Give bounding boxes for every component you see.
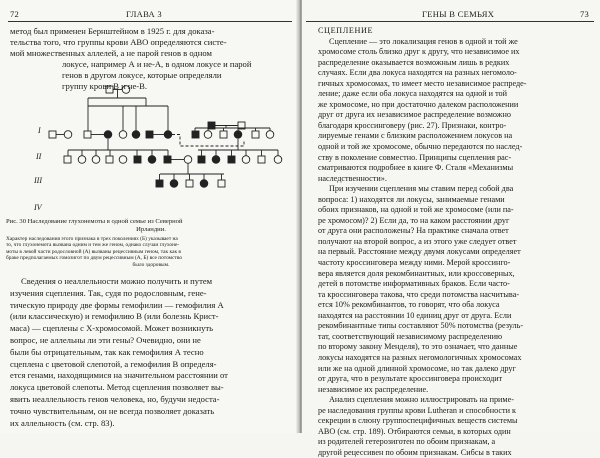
text-line: (или классическую) и гемофилию В (или болезнь Крист- bbox=[10, 311, 219, 322]
pedigree-male bbox=[218, 180, 225, 187]
text-line: же хромосоме, но при достаточно далеком расположении bbox=[318, 99, 519, 109]
text-line: хромосоме столь близко друг к другу, что независимое их bbox=[318, 47, 520, 57]
text-line: ре хромосом)? 2) Если да, то на каком расстоянии друг bbox=[318, 215, 510, 225]
pedigree-male bbox=[258, 156, 265, 163]
text-line: вера является доля рекомбинантных, или кроссоверных, bbox=[318, 268, 515, 278]
text-line: или же на одной длинной хромосоме, но так далеко друг bbox=[318, 363, 516, 373]
text-line: При изучении сцепления мы ставим перед собой два bbox=[329, 184, 514, 194]
section-title: СЦЕПЛЕНИЕ bbox=[318, 26, 374, 35]
caption-line: Ирландии. bbox=[136, 226, 166, 234]
generation-label-iii: III bbox=[34, 176, 42, 185]
text-line: сматриваются подробнее в книге Ф. Сталя «Механизмы bbox=[318, 163, 514, 173]
text-line: друг от друга их независимое распределение возможно bbox=[318, 110, 511, 120]
text-line: локусе, например А и не-А, в одном локусе и парой bbox=[62, 59, 252, 70]
text-line: точно чувствительным, он не всегда позволяет доказать bbox=[10, 405, 215, 416]
text-line: ству в поколение совместно. Принципы сцепления рас- bbox=[318, 152, 512, 162]
text-line: детей в потомстве информативных браков. Если часто- bbox=[318, 279, 510, 289]
text-line: та кроссинговера такова, что среди потомства насчитыва- bbox=[318, 289, 520, 299]
pedigree-female bbox=[184, 156, 192, 164]
pedigree-female bbox=[204, 131, 212, 139]
text-line: группу крови В и не-В. bbox=[62, 81, 148, 92]
pedigree-affected-male bbox=[228, 156, 235, 163]
pedigree-affected-female bbox=[148, 156, 156, 164]
pedigree-affected-female bbox=[104, 131, 112, 139]
text-line: ре наследования группы крови Lutheran и способности к bbox=[318, 405, 517, 415]
note-line: было здоровым. bbox=[132, 261, 170, 268]
pedigree-male bbox=[220, 131, 227, 138]
left-running-head: ГЛАВА 3 bbox=[126, 9, 162, 19]
left-bottom-text bbox=[10, 276, 294, 429]
text-line: изучения сцепления. Так, судя по родословным, гене- bbox=[10, 287, 207, 298]
text-line: вопроса: 1) находятся ли локусы, занимаемые генами bbox=[318, 194, 505, 204]
text-line: находятся на расстоянии 10 единиц друг от друга. Если bbox=[318, 310, 512, 320]
text-line: АВО (см. стр. 189). Отбираются семьи, в которых один bbox=[318, 426, 511, 436]
caption-line: Рис. 30 Наследование глухонемоты в одной семье из Северной bbox=[6, 218, 183, 225]
text-line: получают на второй вопрос, а из этого уже следует ответ bbox=[318, 236, 517, 246]
pedigree-affected-male bbox=[156, 180, 163, 187]
text-line: от друга, что в результате кроссинговера происходит bbox=[318, 374, 503, 384]
right-text bbox=[318, 26, 596, 458]
left-header-rule bbox=[8, 21, 292, 22]
pedigree-female bbox=[119, 131, 127, 139]
text-line: их аллельность (см. стр. 83). bbox=[10, 417, 115, 428]
pedigree-female bbox=[266, 131, 274, 139]
text-line: вопрос, не аллельны ли эти гены? Очевидно, они не bbox=[10, 334, 201, 345]
pedigree-affected-male bbox=[192, 131, 199, 138]
text-line: Анализ сцепления можно иллюстрировать на приме- bbox=[329, 395, 514, 405]
text-line: случаях. Если два локуса находятся на разных негомоло- bbox=[318, 68, 517, 78]
text-line: обоих признаков, на одной и той же хромосоме (или па- bbox=[318, 205, 514, 215]
note-line: Характер наследования этого признака в трех поколениях (Б) указывает на bbox=[6, 236, 178, 242]
pedigree-female bbox=[242, 156, 250, 164]
pedigree-male bbox=[186, 180, 193, 187]
text-line: одной и той же хромосоме, обычно передаются по наслед- bbox=[318, 142, 523, 152]
figure-caption bbox=[6, 218, 296, 234]
pedigree-male bbox=[64, 156, 71, 163]
figure-note bbox=[6, 236, 296, 268]
pedigree-affected-female bbox=[212, 156, 220, 164]
text-line: ется генами, находящимися на значительном расстоянии от bbox=[10, 370, 228, 381]
left-top-text bbox=[10, 26, 294, 93]
pedigree-affected-female bbox=[234, 131, 242, 139]
note-line: то, что глухонемота вызвана одним и тем же геном, однако случаи глухоне- bbox=[6, 242, 180, 249]
text-line: ление; даже если оба локуса находятся на одной и той bbox=[318, 89, 508, 99]
right-running-head: ГЕНЫ В СЕМЬЯХ bbox=[422, 9, 495, 19]
pedigree-chart bbox=[48, 84, 293, 214]
pedigree-affected-female bbox=[200, 180, 208, 188]
generation-label-i: I bbox=[38, 126, 41, 135]
text-line: тельства того, что группы крови АВО определяются систе- bbox=[10, 37, 227, 48]
text-line: метод был применен Бернштейном в 1925 г. для доказа- bbox=[10, 26, 215, 36]
pedigree-affected-female bbox=[170, 180, 178, 188]
text-line: секреции в слюну группоспецифичных веществ системы bbox=[318, 416, 518, 426]
text-line: независимое их распределение. bbox=[318, 384, 429, 394]
text-line: генов в другом локусе, которые определяли bbox=[62, 70, 222, 81]
text-line: мой множественных аллелей, а не парой генов в одном bbox=[10, 48, 212, 59]
pedigree-male bbox=[84, 131, 91, 138]
right-header-rule bbox=[306, 21, 594, 22]
text-line: наследственности». bbox=[318, 173, 387, 183]
pedigree-male bbox=[106, 86, 113, 93]
text-line: тическую природу две формы гемофилии — гемофилия А bbox=[10, 299, 224, 310]
pedigree-male bbox=[49, 131, 56, 138]
pedigree-affected-female bbox=[132, 131, 140, 139]
text-line: другой рецессивен по обоим признакам. Сибсы в таких bbox=[318, 447, 512, 457]
text-line: локуса цветовой слепоты. Метод сцепления позволяет вы- bbox=[10, 382, 224, 393]
text-line: на первый. Расстояние между двумя локусами определяет bbox=[318, 247, 521, 257]
text-line: благодаря кроссинговеру (рис. 27). Признаки, контро- bbox=[318, 120, 507, 130]
pedigree-female bbox=[122, 86, 130, 94]
pedigree-female bbox=[78, 156, 86, 164]
pedigree-male bbox=[252, 131, 259, 138]
text-line: тат, соответствующий независимому распределению bbox=[318, 331, 503, 341]
text-line: были бы отрицательным, так как гемофилия А тесно bbox=[10, 346, 204, 357]
text-line: ется 10% рекомбинантов, то говорят, что оба локуса bbox=[318, 300, 500, 310]
text-line: от друга они расположены? На практике сначала ответ bbox=[318, 226, 509, 236]
text-line: Сведения о неаллельности можно получить и путем bbox=[21, 276, 213, 286]
text-line: по второму закону Менделя), то это означает, что данные bbox=[318, 342, 518, 352]
generation-label-iv: IV bbox=[34, 203, 42, 212]
pedigree-female bbox=[92, 156, 100, 164]
pedigree-affected-female bbox=[164, 131, 172, 139]
text-line: локусы находятся на разных негомологичных хромосомах bbox=[318, 352, 522, 362]
pedigree-female bbox=[64, 131, 72, 139]
pedigree-female bbox=[119, 156, 127, 164]
right-page-number: 73 bbox=[580, 9, 590, 19]
text-line: из родителей гетерозиготен по обоим признакам, а bbox=[318, 437, 496, 447]
pedigree-affected-male bbox=[134, 156, 141, 163]
note-line: моты в левой части родословной (А) вызваны рецессивным геном, так как в bbox=[6, 248, 181, 255]
pedigree-female bbox=[274, 156, 282, 164]
text-line: сцеплена с цветовой слепотой, а гемофилия В определя- bbox=[10, 358, 217, 369]
text-line: маса) — сцеплены с Х-хромосомой. Может возникнуть bbox=[10, 323, 214, 334]
left-page bbox=[0, 0, 298, 433]
generation-label-ii: II bbox=[36, 152, 42, 161]
text-line: гичных хромосомах, то имеет место независимое распреде- bbox=[318, 78, 527, 88]
text-line: частоту кроссинговера между ними. Мерой кроссинго- bbox=[318, 258, 511, 268]
text-line: распределение оказывается возможным лишь в редких bbox=[318, 57, 510, 67]
right-page bbox=[302, 0, 600, 457]
text-line: лируемые генами с близким расположением локусов на bbox=[318, 131, 513, 141]
text-line: явить неаллельность генов человека, но, будучи недоста- bbox=[10, 393, 220, 404]
pedigree-male bbox=[106, 156, 113, 163]
pedigree-affected-male bbox=[198, 156, 205, 163]
note-line: браке предполагаемых гомозигот по двум рецессивным (А, Б) все потомство bbox=[6, 255, 183, 262]
left-page-number: 72 bbox=[10, 9, 20, 19]
pedigree-affected-male bbox=[146, 131, 153, 138]
text-line: рекомбинантные типы составляют 50% потомства (резуль- bbox=[318, 321, 524, 331]
pedigree-affected-male bbox=[164, 156, 171, 163]
text-line: Сцепление — это локализация генов в одной и той же bbox=[329, 36, 518, 46]
